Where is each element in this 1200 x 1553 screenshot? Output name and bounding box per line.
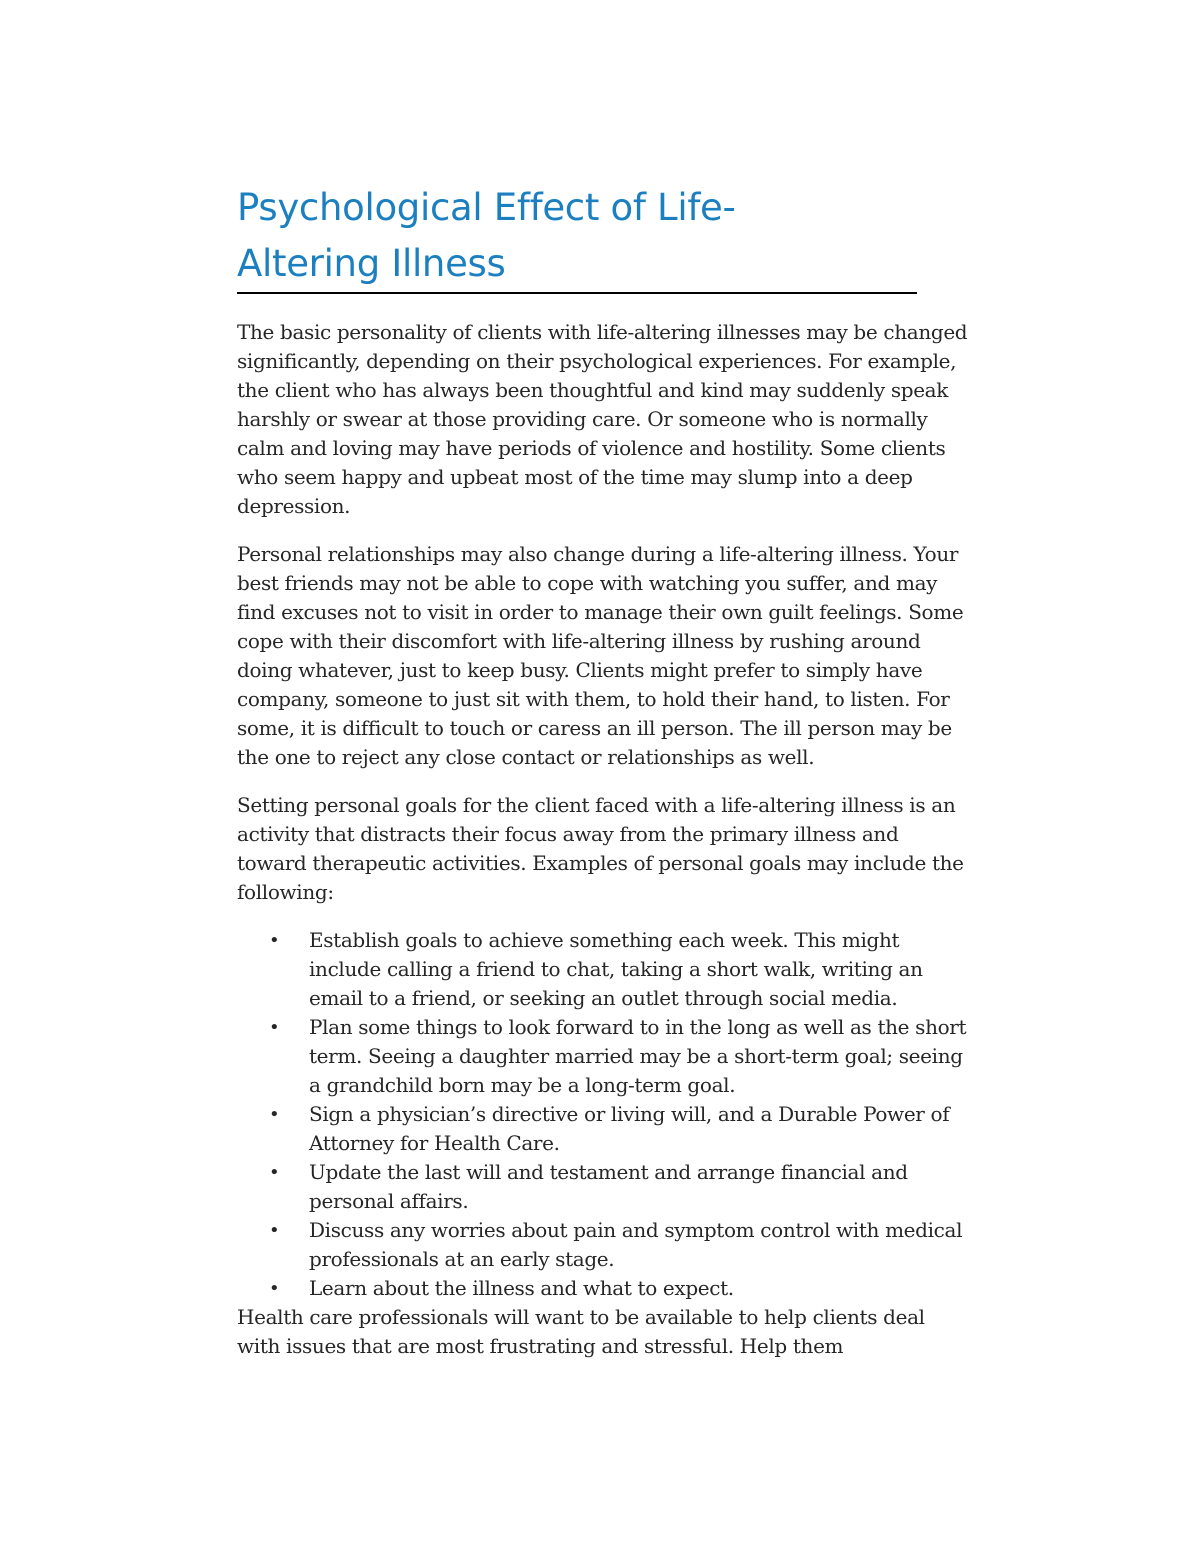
list-item <box>237 1158 972 1216</box>
list-item <box>237 1013 972 1100</box>
list-item-text: Establish goals to achieve something each week. This might include calling a friend to chat, taking a short walk, writing an email to a friend, or seeking an outlet through social media. <box>309 928 923 1010</box>
bullet-icon: • <box>269 1017 280 1038</box>
bullet-icon: • <box>269 930 280 951</box>
bullet-icon: • <box>269 1162 280 1183</box>
list-item <box>237 1274 972 1303</box>
list-item-text: Learn about the illness and what to expect. <box>309 1276 734 1300</box>
bullet-icon: • <box>269 1278 280 1299</box>
list-item-text: Sign a physician’s directive or living will, and a Durable Power of Attorney for Health Care. <box>309 1102 950 1155</box>
list-item <box>237 926 972 1013</box>
list-item-text: Plan some things to look forward to in the long as well as the short term. Seeing a daughter married may be a short-term goal; seeing a grandchild born may be a long-term goal. <box>309 1015 967 1097</box>
list-item-text: Update the last will and testament and arrange financial and personal affairs. <box>309 1160 908 1213</box>
paragraph-closing: Health care professionals will want to be available to help clients deal with issues that are most frustrating and stressful. Help them <box>237 1305 925 1358</box>
list-item <box>237 1216 972 1274</box>
title-underline-divider <box>237 292 917 294</box>
paragraph-personal-goals-intro: Setting personal goals for the client faced with a life-altering illness is an activity that distracts their focus away from the primary illness and toward therapeutic activities. Examples of personal goals may include the following: <box>237 793 964 904</box>
paragraph-personality-change: The basic personality of clients with life-altering illnesses may be changed significantly, depending on their psychological experiences. For example, the client who has always been thoughtful and kind may suddenly speak harshly or swear at those providing care. Or someone who is normally calm and loving may have periods of violence and hostility. Some clients who seem happy and upbeat most of the time may slump into a deep depression. <box>237 320 968 518</box>
document-body <box>237 318 972 1361</box>
bullet-icon: • <box>269 1220 280 1241</box>
document-content <box>237 180 972 1361</box>
list-item <box>237 1100 972 1158</box>
paragraph-personal-relationships: Personal relationships may also change during a life-altering illness. Your best friends may not be able to cope with watching you suffer, and may find excuses not to visit in order to manage their own guilt feelings. Some cope with their discomfort with life-altering illness by rushing around doing whatever, just to keep busy. Clients might prefer to simply have company, someone to just sit with them, to hold their hand, to listen. For some, it is difficult to touch or caress an ill person. The ill person may be the one to reject any close contact or relationships as well. <box>237 542 964 769</box>
list-item-text: Discuss any worries about pain and symptom control with medical professionals at an early stage. <box>309 1218 963 1271</box>
bullet-icon: • <box>269 1104 280 1125</box>
personal-goals-list <box>237 926 972 1303</box>
page-title: Psychological Effect of Life-Altering Illness <box>237 186 736 285</box>
